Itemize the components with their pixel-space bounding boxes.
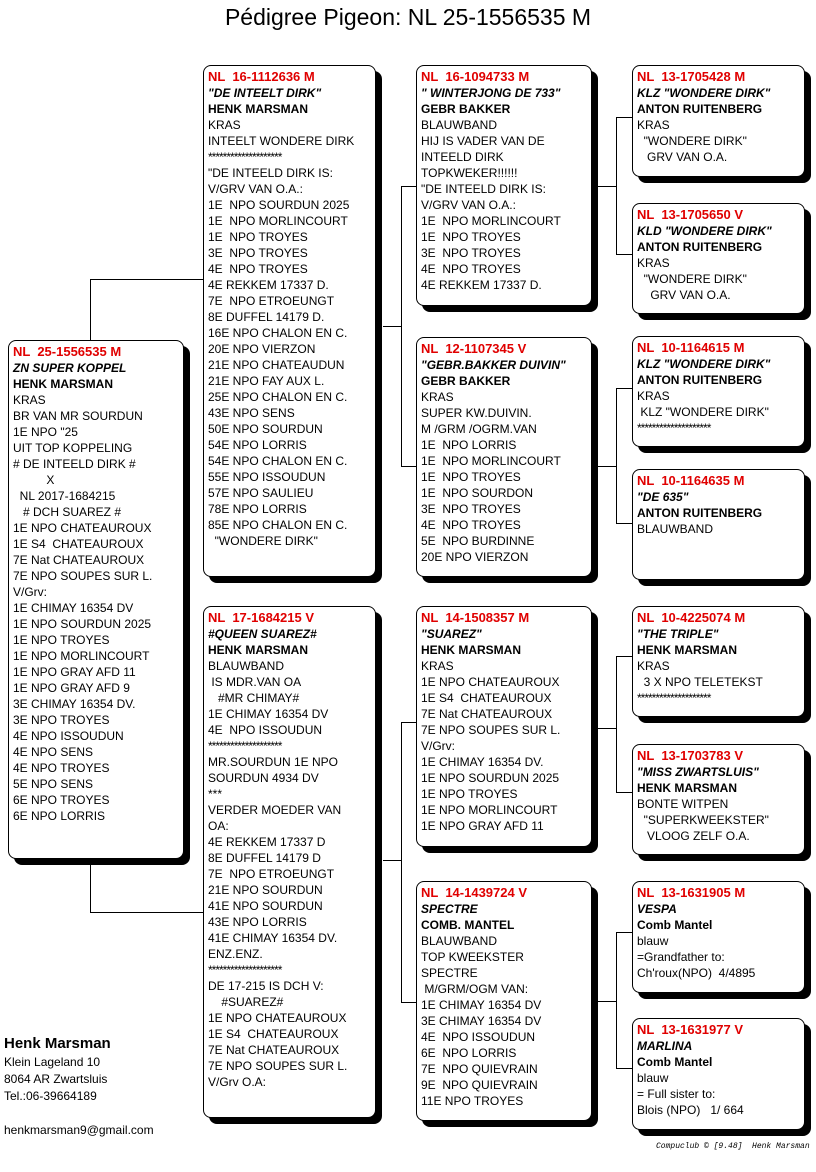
pigeon-note: 6E NPO LORRIS (421, 1046, 517, 1060)
pigeon-card-ffm[interactable] (632, 203, 805, 314)
pigeon-note: DE 17-215 IS DCH V: (208, 979, 324, 993)
pigeon-note: 7E NPO SOUPES SUR L. (208, 1059, 348, 1073)
pigeon-note: KRAS (13, 393, 46, 407)
pigeon-note: ******************** (208, 739, 282, 753)
pigeon-note: "WONDERE DIRK" (637, 272, 747, 286)
pigeon-note: 4E REKKEM 17337 D. (421, 278, 542, 292)
pigeon-note: KRAS (421, 390, 454, 404)
pigeon-note: 43E NPO SENS (208, 406, 295, 420)
connector-line (616, 254, 632, 255)
pigeon-note: BLAUWBAND (421, 118, 498, 132)
pigeon-note: 1E NPO TROYES (421, 470, 521, 484)
pigeon-note: 1E NPO SOURDON (421, 486, 534, 500)
pigeon-note: 20E NPO VIERZON (208, 342, 316, 356)
pigeon-note: 1E NPO MORLINCOURT (208, 214, 348, 228)
pigeon-note: 7E Nat CHATEAUROUX (421, 707, 553, 721)
pigeon-note: 3E NPO TROYES (208, 246, 308, 260)
pigeon-note: 1E NPO LORRIS (421, 438, 517, 452)
pigeon-note: INTEELD DIRK (421, 150, 504, 164)
breeder-contact (4, 1034, 154, 1139)
pigeon-note: 1E NPO MORLINCOURT (13, 649, 150, 663)
pigeon-note: 7E NPO QUIEVRAIN (421, 1062, 538, 1076)
pigeon-note: =Grandfather to: (637, 950, 725, 964)
pigeon-note: 3E NPO TROYES (421, 246, 521, 260)
pigeon-note: 85E NPO CHALON EN C. (208, 518, 348, 532)
pigeon-note: 1E NPO GRAY AFD 9 (13, 681, 130, 695)
pigeon-note: 1E NPO MORLINCOURT (421, 454, 561, 468)
pigeon-note: 4E NPO TROYES (421, 518, 521, 532)
pigeon-note: HIJ IS VADER VAN DE (421, 134, 545, 148)
connector-line (598, 728, 616, 729)
pigeon-owner: HENK MARSMAN (208, 643, 308, 657)
connector-line (598, 466, 616, 467)
pigeon-note: 7E Nat CHATEAUROUX (208, 1043, 340, 1057)
pigeon-note: 1E S4 CHATEAUROUX (13, 537, 144, 551)
pigeon-note: 57E NPO SAULIEU (208, 486, 314, 500)
connector-line (616, 932, 632, 933)
pigeon-note: KLZ "WONDERE DIRK" (637, 405, 769, 419)
pigeon-note: 11E NPO TROYES (421, 1094, 524, 1108)
pigeon-owner: Comb Mantel (637, 918, 713, 932)
pigeon-note: BONTE WITPEN (637, 797, 729, 811)
breeder-city: 8064 AR Zwartsluis (4, 1072, 108, 1086)
pigeon-card-fmf[interactable] (632, 336, 805, 447)
pigeon-card-father[interactable] (203, 65, 376, 577)
pigeon-owner: HENK MARSMAN (421, 643, 521, 657)
pigeon-note: 3E NPO TROYES (421, 502, 521, 516)
breeder-name: Henk Marsman (4, 1035, 111, 1052)
pigeon-note: #MR CHIMAY# (208, 691, 300, 705)
pigeon-owner: ANTON RUITENBERG (637, 240, 763, 254)
pigeon-note: V/Grv: (421, 739, 456, 753)
pigeon-note: 1E NPO GRAY AFD 11 (13, 665, 136, 679)
pigeon-note: "DE INTEELD DIRK IS: (421, 182, 546, 196)
pigeon-card-mother[interactable] (203, 606, 376, 1118)
pigeon-name: "MISS ZWARTSLUIS" (637, 765, 759, 779)
pigeon-note: 54E NPO CHALON EN C. (208, 454, 348, 468)
pigeon-note: 1E NPO "25 (13, 425, 78, 439)
pigeon-note: M /GRM /OGRM.VAN (421, 422, 537, 436)
ring-number: NL 13-1631905 M (637, 885, 746, 900)
ring-number: NL 13-1631977 V (637, 1022, 743, 1037)
pigeon-name: #QUEEN SUAREZ# (208, 627, 317, 641)
pigeon-note: KRAS (637, 118, 670, 132)
connector-line (616, 388, 617, 523)
pigeon-note: 8E DUFFEL 14179 D. (208, 310, 325, 324)
pigeon-note: 4E NPO SENS (13, 745, 94, 759)
ring-number: NL 13-1705428 M (637, 69, 746, 84)
breeder-phone: Tel.:06-39664189 (4, 1089, 97, 1103)
pigeon-note: 1E NPO GRAY AFD 11 (421, 819, 544, 833)
pigeon-note: KRAS (637, 389, 670, 403)
connector-line (616, 117, 617, 254)
pigeon-note: ******************** (208, 150, 282, 164)
pigeon-note: 4E NPO ISSOUDUN (208, 723, 323, 737)
pigeon-note: SUPER KW.DUIVIN. (421, 406, 532, 420)
ring-number: NL 17-1684215 V (208, 610, 314, 625)
breeder-email[interactable]: henkmarsman9@gmail.com (4, 1123, 154, 1137)
ring-number: NL 16-1112636 M (208, 69, 315, 84)
pigeon-note: 1E NPO SOURDUN 2025 (421, 771, 560, 785)
pigeon-note: Ch'roux(NPO) 4/4895 (637, 966, 756, 980)
ring-number: NL 16-1094733 M (421, 69, 530, 84)
connector-line (616, 1068, 632, 1069)
pigeon-note: ******************** (637, 421, 711, 435)
pigeon-note: 1E NPO CHATEAUROUX (421, 675, 560, 689)
connector-line (401, 466, 417, 467)
pigeon-owner: Comb Mantel (637, 1055, 713, 1069)
pigeon-note: 1E NPO TROYES (421, 230, 521, 244)
pigeon-note: 6E NPO LORRIS (13, 809, 106, 823)
pigeon-note: BLAUWBAND (208, 659, 285, 673)
pigeon-note: 1E NPO CHATEAUROUX (13, 521, 152, 535)
connector-line (90, 912, 203, 913)
pigeon-note: 7E NPO SOUPES SUR L. (13, 569, 153, 583)
pigeon-note: 4E NPO TROYES (421, 262, 521, 276)
pigeon-note: TOPKWEKER!!!!!! (421, 166, 518, 180)
connector-line (598, 1001, 616, 1002)
pigeon-note: BLAUWBAND (421, 934, 498, 948)
pigeon-note: M/GRM/OGM VAN: (421, 982, 529, 996)
pigeon-note: 5E NPO SENS (13, 777, 94, 791)
footer-credit: Compuclub © [9.48] Henk Marsman (656, 1142, 810, 1151)
pigeon-note: 1E CHIMAY 16354 DV (421, 998, 542, 1012)
pigeon-owner: ANTON RUITENBERG (637, 102, 763, 116)
pigeon-note: 21E NPO CHATEAUDUN (208, 358, 345, 372)
pigeon-note: 1E NPO CHATEAUROUX (208, 1011, 347, 1025)
pigeon-note: BR VAN MR SOURDUN (13, 409, 143, 423)
pigeon-note: 1E S4 CHATEAUROUX (421, 691, 552, 705)
ring-number: NL 10-1164615 M (637, 340, 745, 355)
pigeon-name: KLZ "WONDERE DIRK" (637, 86, 771, 100)
pigeon-name: KLZ "WONDERE DIRK" (637, 357, 771, 371)
pigeon-note: 20E NPO VIERZON (421, 550, 529, 564)
pigeon-owner: COMB. MANTEL (421, 918, 515, 932)
connector-line (383, 326, 401, 327)
pigeon-name: "THE TRIPLE" (637, 627, 719, 641)
pigeon-note: "WONDERE DIRK" (637, 134, 747, 148)
pigeon-note: SOURDUN 4934 DV (208, 771, 319, 785)
pigeon-note: V/GRV VAN O.A.: (208, 182, 303, 196)
pigeon-note: 21E NPO SOURDUN (208, 883, 323, 897)
pigeon-note: 1E CHIMAY 16354 DV. (421, 755, 544, 769)
pigeon-note: 1E NPO TROYES (421, 787, 518, 801)
pigeon-note: BLAUWBAND (637, 522, 714, 536)
pigeon-name: VESPA (637, 902, 677, 916)
pigeon-card-mmf[interactable] (632, 881, 805, 993)
pigeon-owner: ANTON RUITENBERG (637, 506, 763, 520)
ring-number: NL 25-1556535 M (13, 344, 122, 359)
pigeon-card-fff[interactable] (632, 65, 805, 177)
pigeon-note: KRAS (421, 659, 454, 673)
pigeon-card-father-sire[interactable] (416, 65, 592, 306)
ring-number: NL 13-1705650 V (637, 207, 743, 222)
pigeon-name: KLD "WONDERE DIRK" (637, 224, 772, 238)
ring-number: NL 13-1703783 V (637, 748, 743, 763)
pigeon-card-mfm[interactable] (632, 744, 805, 855)
pigeon-note: KRAS (637, 659, 670, 673)
pigeon-note: UIT TOP KOPPELING (13, 441, 133, 455)
pigeon-card-mother-dam[interactable] (416, 881, 592, 1121)
pigeon-note: V/GRV VAN O.A.: (421, 198, 516, 212)
pigeon-note: IS MDR.VAN OA (208, 675, 302, 689)
connector-line (616, 388, 632, 389)
pigeon-note: 41E CHIMAY 16354 DV. (208, 931, 338, 945)
pigeon-note: ******************** (637, 691, 711, 705)
connector-line (616, 792, 632, 793)
pigeon-note: 1E CHIMAY 16354 DV (208, 707, 329, 721)
pigeon-note: 1E S4 CHATEAUROUX (208, 1027, 339, 1041)
pigeon-note: 4E REKKEM 17337 D. (208, 278, 329, 292)
pigeon-name: MARLINA (637, 1039, 693, 1053)
pigeon-note: 41E NPO SOURDUN (208, 899, 323, 913)
pigeon-name: "GEBR.BAKKER DUIVIN" (421, 358, 566, 372)
pigeon-name: "DE INTEELT DIRK" (208, 86, 322, 100)
pigeon-owner: HENK MARSMAN (208, 102, 308, 116)
pigeon-note: "SUPERKWEEKSTER" (637, 813, 769, 827)
pigeon-note: 78E NPO LORRIS (208, 502, 307, 516)
pigeon-note: NL 2017-1684215 (13, 489, 116, 503)
connector-line (401, 722, 417, 723)
pigeon-note: OA: (208, 819, 229, 833)
ring-number: NL 14-1508357 M (421, 610, 530, 625)
pigeon-note: = Full sister to: (637, 1087, 716, 1101)
pigeon-note: 6E NPO TROYES (13, 793, 110, 807)
pigeon-note: 4E NPO TROYES (13, 761, 110, 775)
pigeon-note: ******************** (208, 963, 282, 977)
pigeon-card-mmm[interactable] (632, 1018, 805, 1130)
pigeon-note: 1E NPO SOURDUN 2025 (13, 617, 152, 631)
pigeon-note: 3E NPO TROYES (13, 713, 110, 727)
pigeon-note: blauw (637, 1071, 669, 1085)
pigeon-note: Blois (NPO) 1/ 664 (637, 1103, 744, 1117)
pigeon-note: *** (208, 787, 223, 801)
pigeon-card-father-dam[interactable] (416, 337, 592, 577)
connector-line (616, 523, 632, 524)
pigeon-note: 7E NPO ETROEUNGT (208, 867, 335, 881)
pigeon-note: 3E CHIMAY 16354 DV (421, 1014, 542, 1028)
pigeon-note: 50E NPO SOURDUN (208, 422, 323, 436)
pigeon-note: # DE INTEELD DIRK # (13, 457, 136, 471)
pigeon-card-fmm[interactable] (632, 469, 805, 580)
pigeon-note: 4E NPO TROYES (208, 262, 308, 276)
connector-line (616, 932, 617, 1068)
pigeon-note: 1E NPO MORLINCOURT (421, 214, 561, 228)
ring-number: NL 12-1107345 V (421, 341, 527, 356)
page-title: Pédigree Pigeon: NL 25-1556535 M (224, 4, 592, 30)
pigeon-note: GRV VAN O.A. (637, 288, 731, 302)
pigeon-note: 54E NPO LORRIS (208, 438, 307, 452)
pigeon-note: V/Grv O.A: (208, 1075, 267, 1089)
pigeon-note: #SUAREZ# (208, 995, 284, 1009)
pigeon-note: INTEELT WONDERE DIRK (208, 134, 355, 148)
pigeon-owner: GEBR BAKKER (421, 102, 511, 116)
ring-number: NL 10-4225074 M (637, 610, 746, 625)
connector-line (383, 860, 401, 861)
pigeon-note: MR.SOURDUN 1E NPO (208, 755, 339, 769)
pigeon-name: " WINTERJONG DE 733" (421, 86, 561, 100)
pigeon-note: # DCH SUAREZ # (13, 505, 122, 519)
connector-line (616, 117, 632, 118)
pigeon-name: "SUAREZ" (421, 627, 482, 641)
pigeon-name: "DE 635" (637, 490, 689, 504)
connector-line (401, 186, 417, 187)
connector-line (616, 656, 632, 657)
pigeon-note: TOP KWEEKSTER (421, 950, 524, 964)
ring-number: NL 10-1164635 M (637, 473, 745, 488)
connector-line (90, 279, 91, 341)
connector-line (401, 722, 402, 1002)
pigeon-owner: HENK MARSMAN (637, 781, 737, 795)
pigeon-note: 8E DUFFEL 14179 D (208, 851, 321, 865)
connector-line (616, 656, 617, 792)
pigeon-note: KRAS (637, 256, 670, 270)
pigeon-note: "WONDERE DIRK" (208, 534, 318, 548)
pigeon-owner: HENK MARSMAN (637, 643, 737, 657)
pigeon-note: 55E NPO ISSOUDUN (208, 470, 326, 484)
pigeon-note: V/Grv: (13, 585, 48, 599)
breeder-address: Klein Lageland 10 (4, 1055, 101, 1069)
pigeon-card-subject[interactable] (8, 340, 184, 859)
pigeon-owner: GEBR BAKKER (421, 374, 511, 388)
connector-line (401, 186, 402, 466)
pigeon-note: 1E NPO TROYES (208, 230, 308, 244)
pigeon-note: 43E NPO LORRIS (208, 915, 307, 929)
connector-line (90, 279, 203, 280)
pigeon-note: 3E CHIMAY 16354 DV. (13, 697, 136, 711)
pigeon-note: 4E NPO ISSOUDUN (421, 1030, 536, 1044)
ring-number: NL 14-1439724 V (421, 885, 527, 900)
pigeon-card-mff[interactable] (632, 606, 805, 717)
pigeon-owner: ANTON RUITENBERG (637, 373, 763, 387)
pigeon-note: ENZ.ENZ. (208, 947, 263, 961)
pigeon-name: SPECTRE (421, 902, 478, 916)
pigeon-note: 21E NPO FAY AUX L. (208, 374, 325, 388)
pigeon-note: 25E NPO CHALON EN C. (208, 390, 348, 404)
pigeon-card-mother-sire[interactable] (416, 606, 592, 847)
pigeon-note: 1E NPO MORLINCOURT (421, 803, 558, 817)
pigeon-note: 9E NPO QUIEVRAIN (421, 1078, 538, 1092)
pigeon-note: 7E Nat CHATEAUROUX (13, 553, 145, 567)
pigeon-note: X (13, 473, 55, 487)
pigeon-note: VERDER MOEDER VAN (208, 803, 342, 817)
pigeon-note: KRAS (208, 118, 241, 132)
pigeon-note: 16E NPO CHALON EN C. (208, 326, 348, 340)
connector-line (598, 186, 616, 187)
pigeon-name: ZN SUPER KOPPEL (13, 361, 127, 375)
pigeon-note: blauw (637, 934, 669, 948)
pigeon-note: SPECTRE (421, 966, 478, 980)
pigeon-note: 4E NPO ISSOUDUN (13, 729, 124, 743)
pigeon-note: 1E CHIMAY 16354 DV (13, 601, 134, 615)
connector-line (90, 858, 91, 912)
pigeon-note: 3 X NPO TELETEKST (637, 675, 763, 689)
pigeon-owner: HENK MARSMAN (13, 377, 113, 391)
pigeon-note: 4E REKKEM 17337 D (208, 835, 326, 849)
pigeon-note: 7E NPO SOUPES SUR L. (421, 723, 561, 737)
pigeon-note: 7E NPO ETROEUNGT (208, 294, 335, 308)
pigeon-note: 1E NPO TROYES (13, 633, 110, 647)
pigeon-note: 1E NPO SOURDUN 2025 (208, 198, 350, 212)
pigeon-note: VLOOG ZELF O.A. (637, 829, 750, 843)
connector-line (401, 1002, 417, 1003)
pigeon-note: 5E NPO BURDINNE (421, 534, 535, 548)
pigeon-note: "DE INTEELD DIRK IS: (208, 166, 333, 180)
pigeon-note: GRV VAN O.A. (637, 150, 728, 164)
